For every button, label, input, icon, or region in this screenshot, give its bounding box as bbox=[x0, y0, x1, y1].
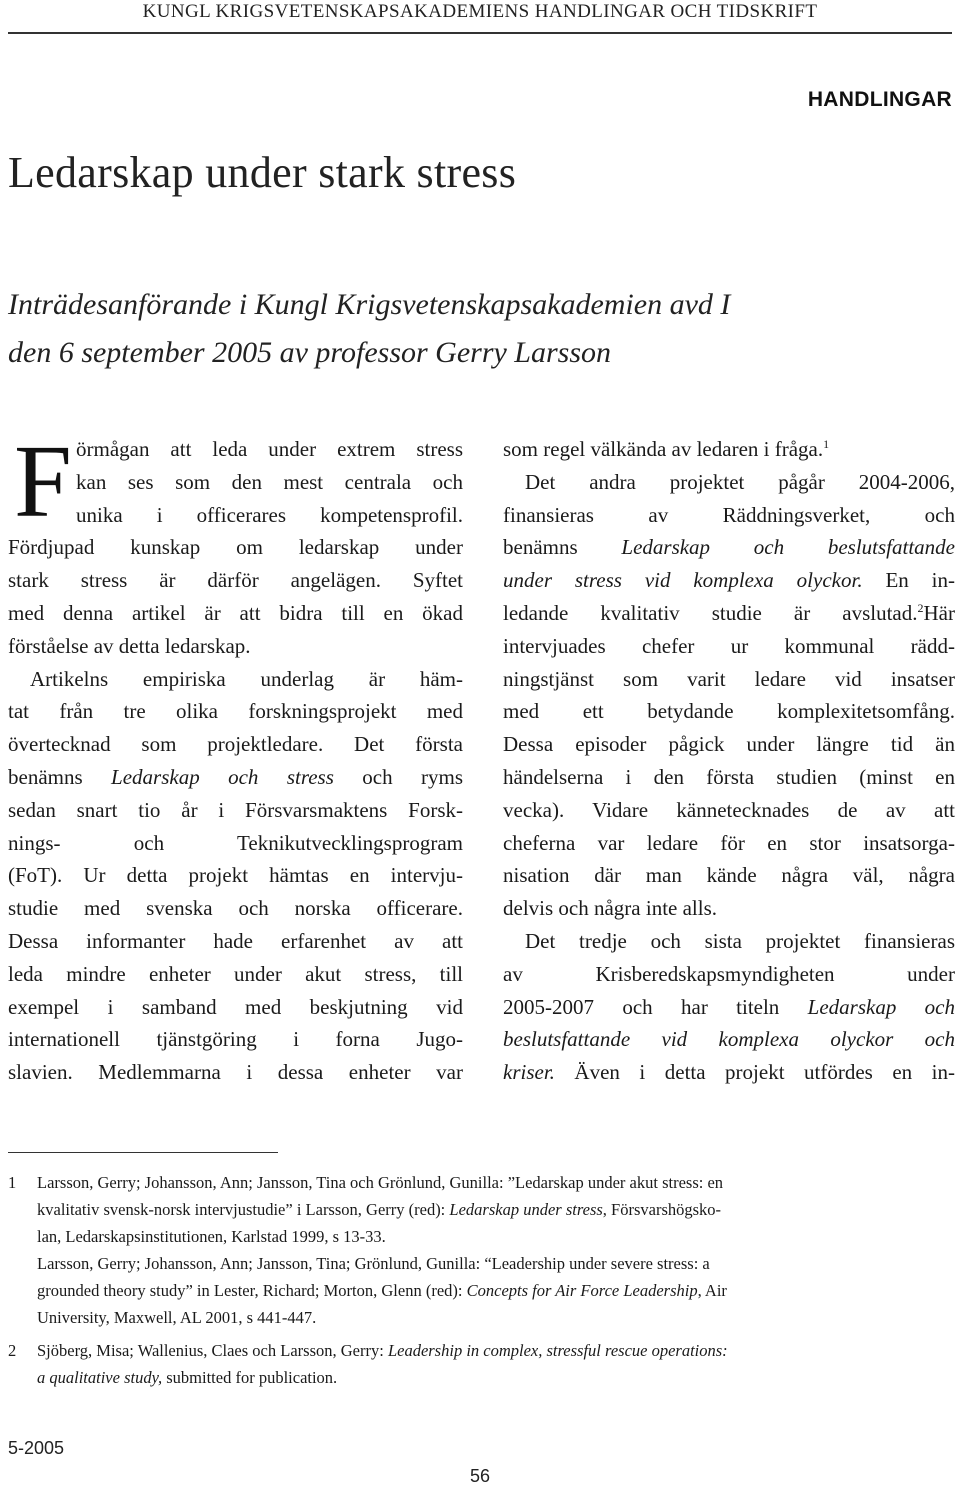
text-line: Artikelns empiriska underlag är häm- bbox=[30, 666, 463, 691]
text-line: Det andra projektet pågår 2004-2006, bbox=[525, 469, 955, 494]
subtitle-line: den 6 september 2005 av professor Gerry Larsson bbox=[8, 336, 612, 369]
text-line: benämns Ledarskap och stress och ryms bbox=[8, 764, 463, 789]
text-line: Fördjupad kunskap om ledarskap under bbox=[8, 535, 463, 560]
text-line: örmågan att leda under extrem stress bbox=[76, 437, 463, 461]
project-title: beslutsfattande vid komplexa olyckor och bbox=[503, 1027, 955, 1052]
footnote-line: University, Maxwell, AL 2001, s 441-447. bbox=[37, 1308, 317, 1327]
text-line: med ett betydande komplexitetsomfång. bbox=[503, 699, 955, 724]
text-line: slavien. Medlemmarna i dessa enheter var bbox=[8, 1060, 463, 1085]
project-title: kriser. bbox=[503, 1060, 555, 1085]
article-subtitle bbox=[8, 281, 948, 377]
left-column bbox=[8, 424, 463, 1089]
text-line: exempel i samband med beskjutning vid bbox=[8, 994, 463, 1019]
article-title: Ledarskap under stark stress bbox=[8, 148, 517, 197]
text-line: cheferna var ledare för en stor insatsorga- bbox=[503, 830, 955, 855]
project-title: Ledarskap och bbox=[807, 994, 955, 1019]
footnote-line: grounded theory study” in Lester, Richard; Morton, Glenn (red): Concepts for Air Force Leadership, Air bbox=[37, 1281, 727, 1300]
footnote-line: lan, Ledarskapsinstitutionen, Karlstad 1999, s 13-33. bbox=[37, 1227, 386, 1246]
footnote-line: kvalitativ svensk-norsk intervjustudie” i Larsson, Gerry (red): Ledarskap under stress, Försvarshögsko- bbox=[37, 1200, 722, 1219]
text-line: av Krisberedskapsmyndigheten under bbox=[503, 961, 955, 986]
text-line: kriser. Även i detta projekt utfördes en in- bbox=[503, 1060, 955, 1085]
text-line: Det tredje och sista projektet finansieras bbox=[525, 928, 955, 953]
text-line: nisation där man kände några väl, några bbox=[503, 863, 955, 888]
text-line: Dessa episoder pågick under längre tid än bbox=[503, 732, 955, 757]
text-line: 2005-2007 och har titeln Ledarskap och bbox=[503, 994, 955, 1019]
text-line: förståelse av detta ledarskap. bbox=[8, 633, 251, 658]
text-line: övertecknad som projektledare. Det första bbox=[8, 732, 463, 757]
text-line: (FoT). Ur detta projekt hämtas en intervju- bbox=[8, 863, 463, 888]
text-line: under stress vid komplexa olyckor. En in- bbox=[503, 568, 956, 593]
footnote-rule bbox=[8, 1152, 278, 1153]
footnote-line: Larsson, Gerry; Johansson, Ann; Jansson, Tina och Grönlund, Gunilla: ”Ledarskap under akut stress: en bbox=[37, 1173, 724, 1192]
text-line: studie med svenska och norska officerare. bbox=[8, 896, 463, 921]
right-column bbox=[503, 433, 955, 1089]
text-line: Dessa informanter hade erfarenhet av att bbox=[8, 928, 463, 953]
project-title: Ledarskap och beslutsfattande bbox=[621, 535, 955, 560]
footnote-line: a qualitative study, submitted for publication. bbox=[37, 1368, 338, 1387]
text-line: nings- och Teknikutvecklingsprogram bbox=[8, 830, 463, 855]
text-line: vecka). Vidare kännetecknades de av att bbox=[503, 797, 955, 822]
header-rule bbox=[8, 32, 952, 34]
text-line: finansieras av Räddningsverket, och bbox=[503, 502, 955, 527]
text-line: internationell tjänstgöring i forna Jugo- bbox=[8, 1027, 463, 1052]
text-line: stark stress är därför angelägen. Syftet bbox=[8, 568, 463, 593]
issue-label: 5-2005 bbox=[8, 1438, 65, 1458]
drop-cap: F bbox=[14, 424, 72, 539]
footnote-number: 2 bbox=[8, 1341, 17, 1360]
project-title: Ledarskap och stress bbox=[111, 764, 334, 789]
text-line: ningstjänst som varit ledare vid insatser bbox=[503, 666, 955, 691]
text-line: med denna artikel är att bidra till en ökad bbox=[8, 600, 463, 625]
text-line: intervjuades chefer ur kommunal rädd- bbox=[503, 633, 955, 658]
page-number: 56 bbox=[470, 1466, 491, 1486]
section-label: HANDLINGAR bbox=[807, 88, 952, 111]
text-line: leda mindre enheter under akut stress, till bbox=[8, 961, 463, 986]
text-line bbox=[503, 1023, 955, 1056]
project-title: under stress vid komplexa olyckor. bbox=[503, 568, 863, 593]
text-line: sedan snart tio år i Försvarsmaktens Forsk- bbox=[8, 797, 463, 822]
text-line: delvis och några inte alls. bbox=[503, 896, 718, 921]
footnote-2 bbox=[8, 1337, 953, 1391]
footnote-line: Sjöberg, Misa; Wallenius, Claes och Larsson, Gerry: Leadership in complex, stressful rescue operations: bbox=[37, 1341, 728, 1360]
subtitle-line: Inträdesanförande i Kungl Krigsvetenskapsakademien avd I bbox=[8, 288, 731, 321]
journal-running-header: KUNGL KRIGSVETENSKAPSAKADEMIENS HANDLINGAR OCH TIDSKRIFT bbox=[142, 1, 818, 22]
text-line: ledande kvalitativ studie är avslutad.$^2$Här bbox=[503, 600, 955, 625]
footnote-ref: 2 bbox=[917, 600, 924, 615]
footnotes bbox=[8, 1169, 953, 1391]
footnote-ref: 1 bbox=[823, 437, 830, 451]
footnote-1 bbox=[8, 1169, 953, 1331]
footnote-line: Larsson, Gerry; Johansson, Ann; Jansson, Tina; Grönlund, Gunilla: “Leadership under severe stress: a bbox=[37, 1254, 710, 1273]
footnote-number: 1 bbox=[8, 1173, 17, 1192]
text-line: unika i officerares kompetensprofil. bbox=[76, 502, 463, 527]
text-line: kan ses som den mest centrala och bbox=[76, 469, 463, 494]
text-line: tat från tre olika forskningsprojekt med bbox=[8, 699, 463, 724]
text-line: händelserna i den första studien (minst en bbox=[503, 764, 955, 789]
text-line: benämns Ledarskap och beslutsfattande bbox=[503, 535, 955, 560]
text-line: som regel välkända av ledaren i fråga.$^1$ bbox=[503, 437, 830, 461]
